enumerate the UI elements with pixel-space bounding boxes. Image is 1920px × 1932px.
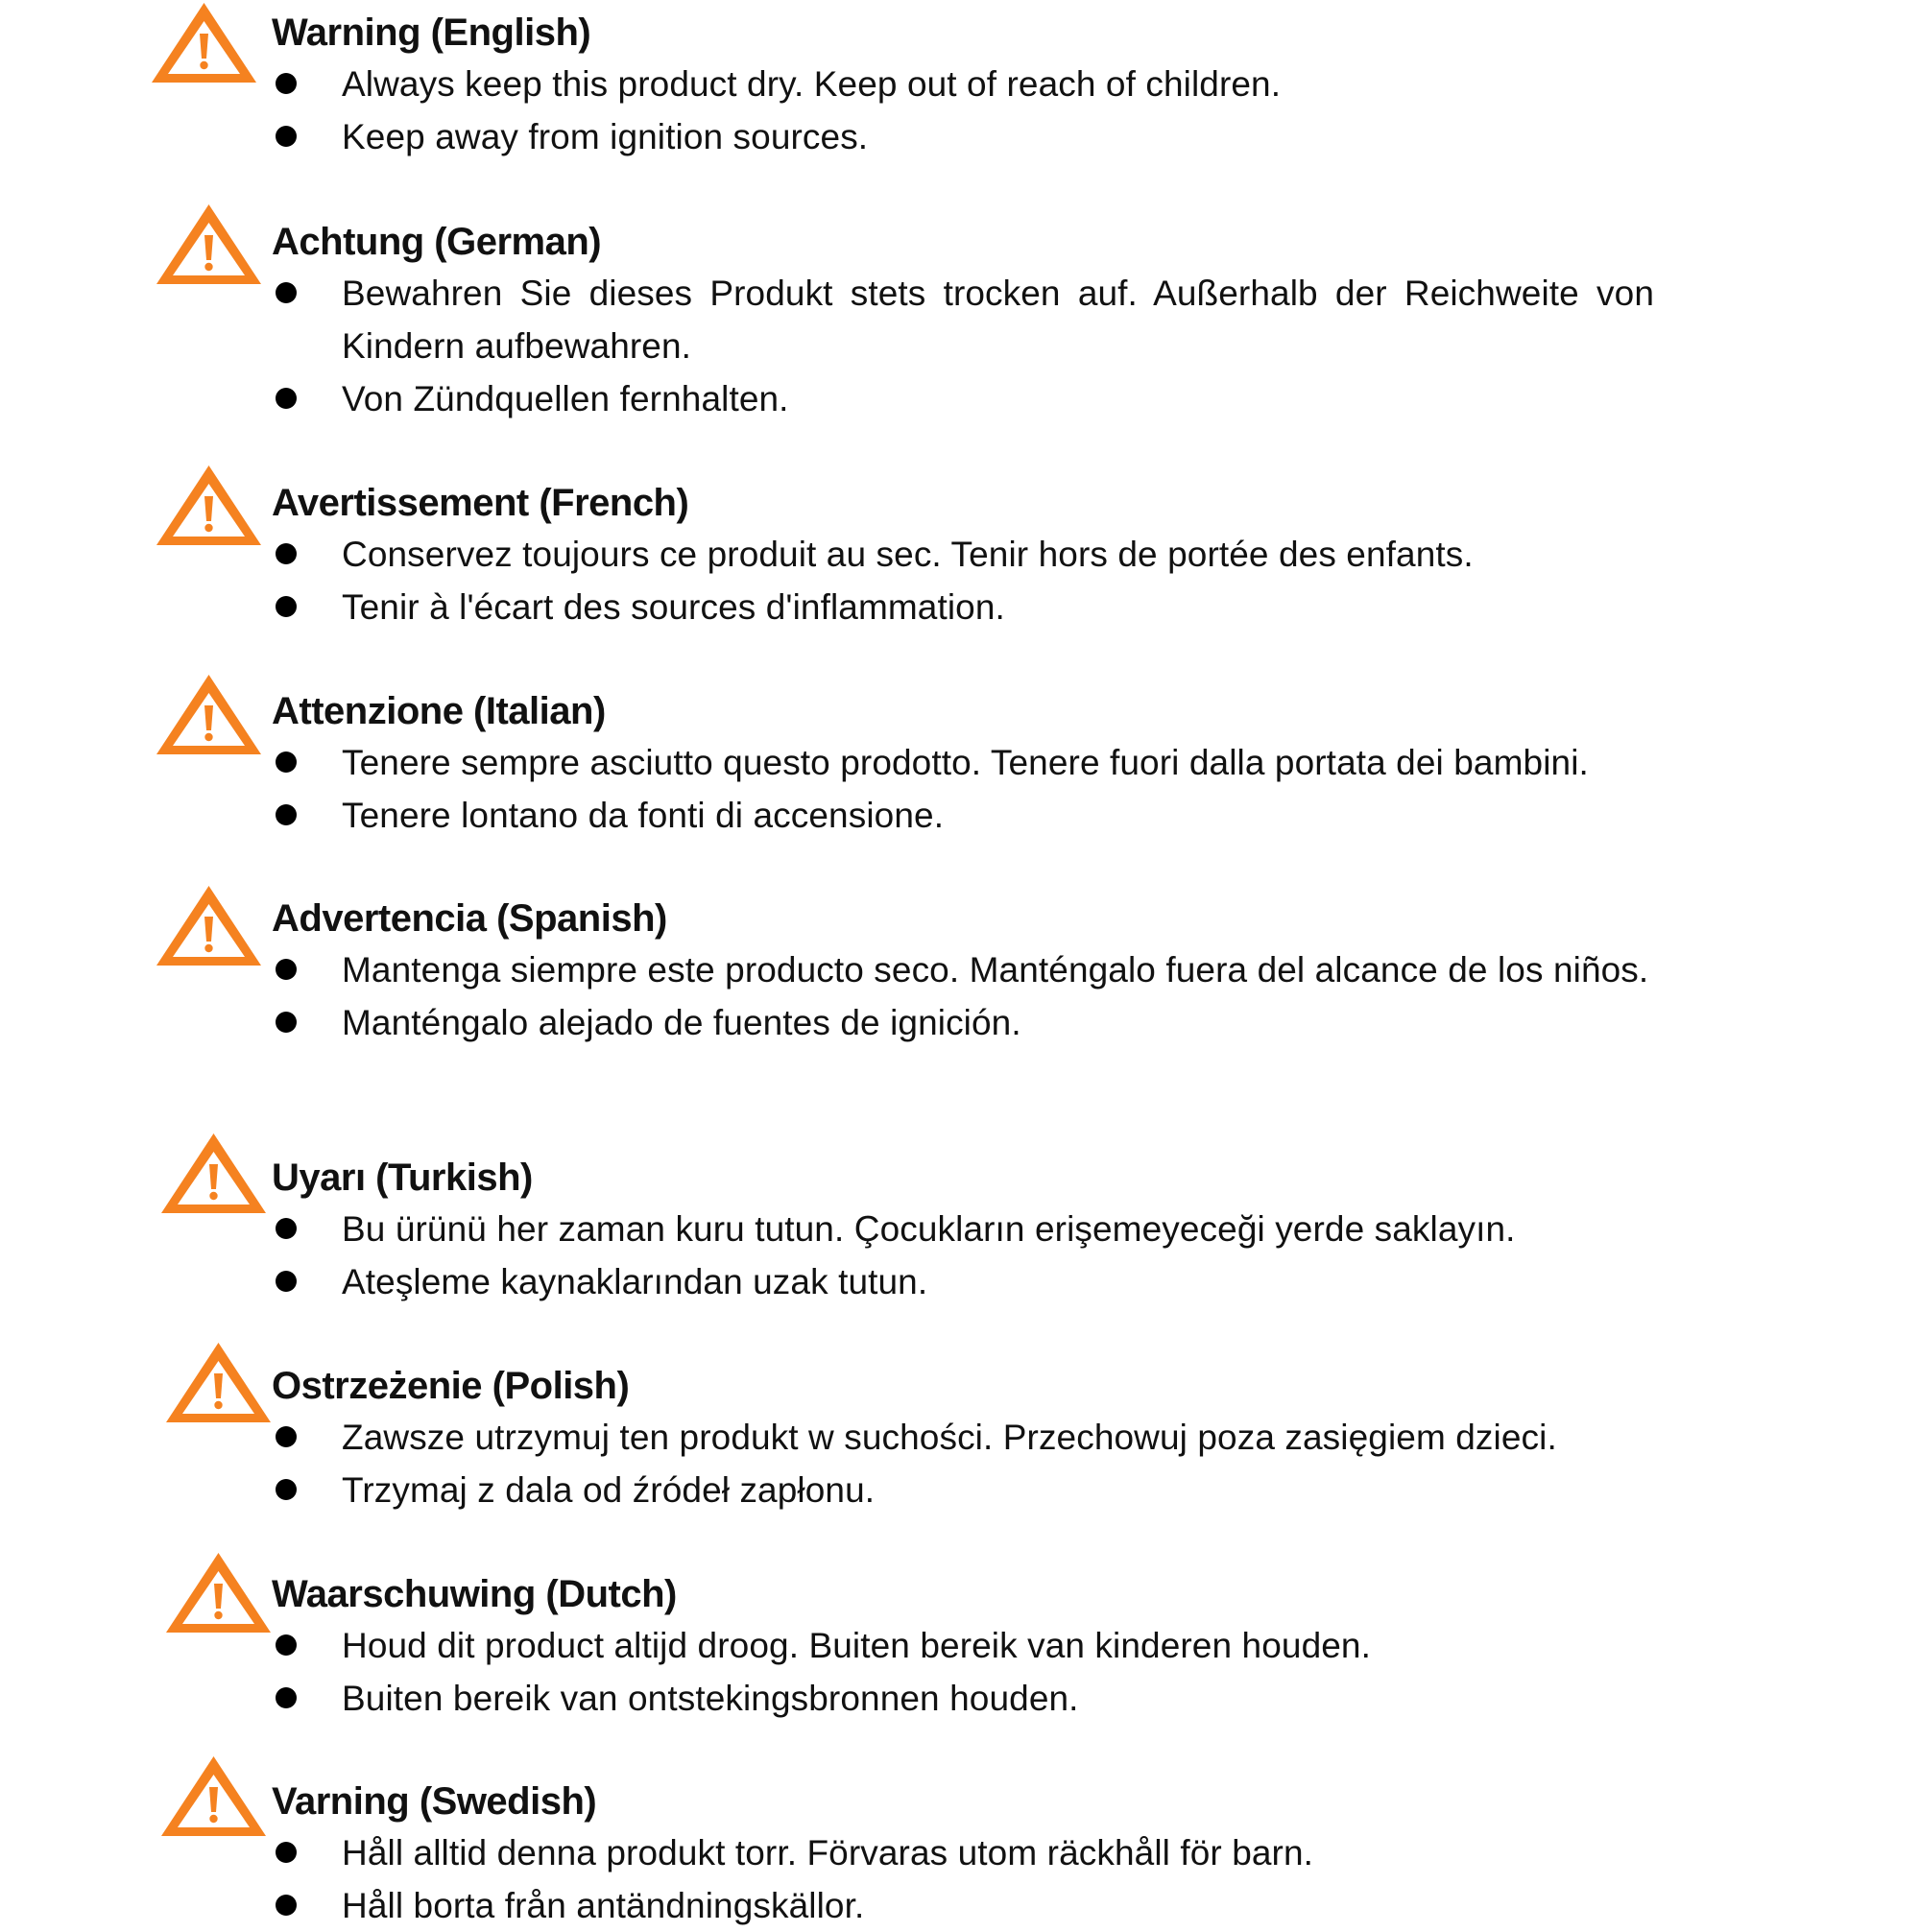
section-heading: Varning (Swedish) bbox=[272, 1780, 597, 1823]
exclamation-dot bbox=[209, 1815, 217, 1823]
bullet-list bbox=[272, 1411, 1654, 1516]
warning-triangle-svg bbox=[163, 1550, 274, 1636]
exclamation-dot bbox=[204, 524, 212, 532]
section-heading: Waarschuwing (Dutch) bbox=[272, 1573, 677, 1615]
warning-triangle-icon bbox=[149, 0, 259, 86]
warning-triangle-icon bbox=[158, 1131, 269, 1217]
bullet-dot bbox=[276, 1842, 297, 1863]
exclamation-dot bbox=[204, 944, 212, 952]
section-heading: Advertencia (Spanish) bbox=[272, 897, 667, 940]
section-heading: Attenzione (Italian) bbox=[272, 690, 606, 732]
list-item-text: Ateşleme kaynaklarından uzak tutun. bbox=[342, 1262, 928, 1301]
warning-triangle-svg bbox=[158, 1753, 269, 1840]
warning-triangle-svg bbox=[149, 0, 259, 86]
list-item-text: Bu ürünü her zaman kuru tutun. Çocukların erişemeyeceği yerde saklayın. bbox=[342, 1209, 1516, 1249]
list-item bbox=[272, 581, 1654, 633]
warning-triangle-svg bbox=[154, 883, 264, 969]
bullet-dot bbox=[276, 1012, 297, 1033]
exclamation-dot bbox=[204, 733, 212, 741]
bullet-dot bbox=[276, 959, 297, 980]
list-item bbox=[272, 736, 1654, 789]
warning-triangle-svg bbox=[154, 672, 264, 758]
bullet-dot bbox=[276, 1895, 297, 1916]
list-item bbox=[272, 58, 1654, 110]
warning-triangle-icon bbox=[154, 202, 264, 288]
list-item bbox=[272, 1255, 1654, 1308]
bullet-list bbox=[272, 267, 1654, 425]
exclamation-dot bbox=[209, 1192, 217, 1200]
list-item-text: Bewahren Sie dieses Produkt stets trocken auf. Außerhalb der Reichweite von Kindern aufbewahren. bbox=[342, 274, 1654, 366]
list-item-text: Mantenga siempre este producto seco. Manténgalo fuera del alcance de los niños. bbox=[342, 950, 1649, 990]
warning-triangle-svg bbox=[158, 1131, 269, 1217]
list-item bbox=[272, 1203, 1654, 1255]
exclamation-dot bbox=[204, 263, 212, 271]
section-heading: Ostrzeżenie (Polish) bbox=[272, 1365, 630, 1407]
warning-triangle-svg bbox=[154, 202, 264, 288]
section-heading: Warning (English) bbox=[272, 12, 591, 54]
list-item-text: Håll borta från antändningskällor. bbox=[342, 1886, 865, 1925]
list-item bbox=[272, 943, 1654, 996]
list-item bbox=[272, 1619, 1654, 1672]
bullet-list bbox=[272, 736, 1654, 842]
list-item-text: Zawsze utrzymuj ten produkt w suchości. Przechowuj poza zasięgiem dzieci. bbox=[342, 1418, 1557, 1457]
list-item-text: Houd dit product altijd droog. Buiten bereik van kinderen houden. bbox=[342, 1626, 1371, 1665]
warning-triangle-icon bbox=[163, 1340, 274, 1426]
section-heading: Uyarı (Turkish) bbox=[272, 1157, 533, 1199]
bullet-dot bbox=[276, 1634, 297, 1656]
bullet-dot bbox=[276, 126, 297, 147]
bullet-list bbox=[272, 58, 1654, 163]
list-item bbox=[272, 110, 1654, 163]
list-item-text: Tenere sempre asciutto questo prodotto. Tenere fuori dalla portata dei bambini. bbox=[342, 743, 1589, 782]
list-item bbox=[272, 372, 1654, 425]
bullet-dot bbox=[276, 282, 297, 303]
warning-triangle-icon bbox=[163, 1550, 274, 1636]
bullet-dot bbox=[276, 1479, 297, 1500]
list-item-text: Conservez toujours ce produit au sec. Tenir hors de portée des enfants. bbox=[342, 535, 1474, 574]
bullet-list bbox=[272, 1826, 1654, 1932]
bullet-dot bbox=[276, 388, 297, 409]
list-item bbox=[272, 789, 1654, 842]
bullet-dot bbox=[276, 543, 297, 564]
warning-triangle-icon bbox=[154, 463, 264, 549]
bullet-dot bbox=[276, 804, 297, 825]
list-item bbox=[272, 267, 1654, 372]
list-item bbox=[272, 1879, 1654, 1932]
exclamation-dot bbox=[214, 1611, 222, 1619]
bullet-dot bbox=[276, 596, 297, 617]
list-item bbox=[272, 1411, 1654, 1464]
warning-triangle-icon bbox=[154, 672, 264, 758]
warning-triangle-icon bbox=[154, 883, 264, 969]
list-item-text: Manténgalo alejado de fuentes de ignición. bbox=[342, 1003, 1021, 1042]
bullet-dot bbox=[276, 751, 297, 773]
list-item bbox=[272, 1672, 1654, 1725]
list-item-text: Tenir à l'écart des sources d'inflammation. bbox=[342, 587, 1005, 627]
section-heading: Avertissement (French) bbox=[272, 482, 689, 524]
list-item bbox=[272, 528, 1654, 581]
bullet-dot bbox=[276, 1271, 297, 1292]
section-heading: Achtung (German) bbox=[272, 221, 602, 263]
list-item-text: Buiten bereik van ontstekingsbronnen houden. bbox=[342, 1679, 1079, 1718]
bullet-dot bbox=[276, 1687, 297, 1708]
bullet-list bbox=[272, 943, 1654, 1049]
warning-triangle-svg bbox=[154, 463, 264, 549]
list-item bbox=[272, 996, 1654, 1049]
bullet-list bbox=[272, 528, 1654, 633]
list-item-text: Håll alltid denna produkt torr. Förvaras utom räckhåll för barn. bbox=[342, 1833, 1314, 1872]
warning-triangle-icon bbox=[158, 1753, 269, 1840]
exclamation-dot bbox=[200, 61, 207, 69]
exclamation-dot bbox=[214, 1401, 222, 1409]
bullet-list bbox=[272, 1619, 1654, 1725]
list-item bbox=[272, 1464, 1654, 1516]
list-item-text: Trzymaj z dala od źródeł zapłonu. bbox=[342, 1470, 876, 1510]
bullet-list bbox=[272, 1203, 1654, 1308]
warning-triangle-svg bbox=[163, 1340, 274, 1426]
list-item-text: Von Zündquellen fernhalten. bbox=[342, 379, 789, 418]
bullet-dot bbox=[276, 1218, 297, 1239]
list-item-text: Always keep this product dry. Keep out of reach of children. bbox=[342, 64, 1282, 104]
bullet-dot bbox=[276, 1426, 297, 1447]
bullet-dot bbox=[276, 73, 297, 94]
list-item bbox=[272, 1826, 1654, 1879]
list-item-text: Keep away from ignition sources. bbox=[342, 117, 869, 156]
list-item-text: Tenere lontano da fonti di accensione. bbox=[342, 796, 945, 835]
